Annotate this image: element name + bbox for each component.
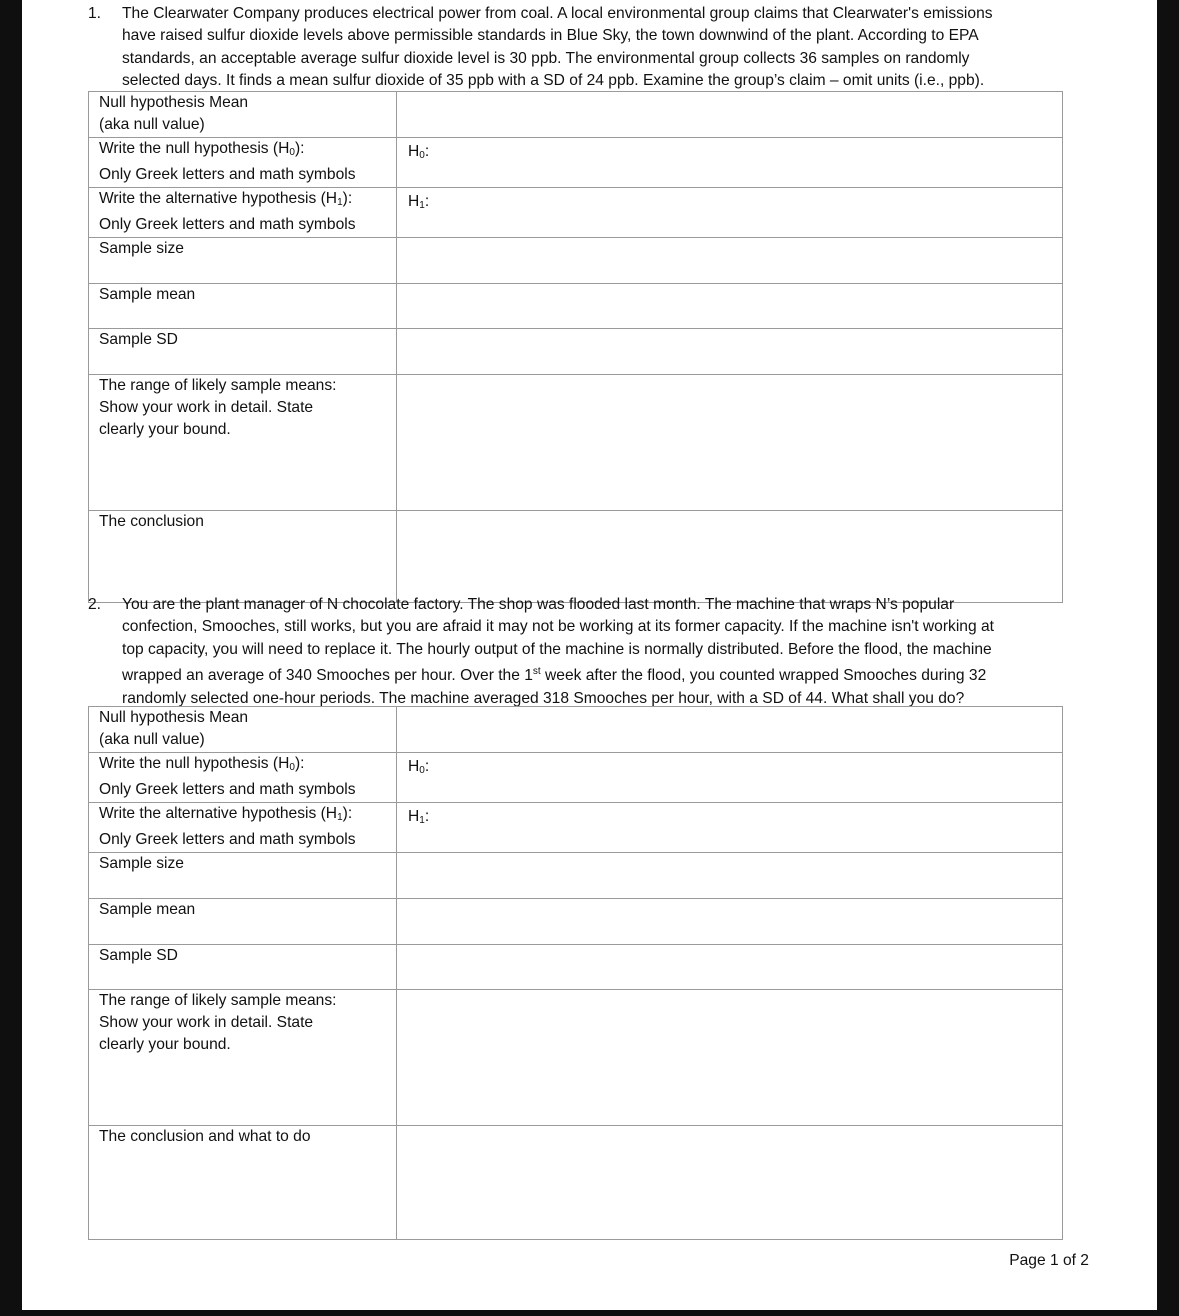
row-null-mean [89,92,1063,138]
conclusion-answer-cell[interactable] [397,1125,1063,1239]
question-text-line: top capacity, you will need to replace it. The hourly output of the machine is normally distributed. Before the flood, the machine [122,640,992,658]
range-answer-cell[interactable] [397,374,1063,510]
row-sample-mean [89,898,1063,944]
row-label: Write the null hypothesis $(H_0)$: [99,755,305,773]
question-text-line: selected days. It finds a mean sulfur dioxide of 35 ppb with a SD of 24 ppb. Examine the group’s claim – omit units (i.e., ppb). [122,72,985,90]
page-number: Page 1 of 2 [1009,1252,1089,1269]
row-label: Sample SD [89,328,397,374]
row-label: Null hypothesis Mean [99,709,249,726]
row-label: Only Greek letters and math symbols [99,781,356,799]
row-label: Write the alternative hypothesis $(H_1)$: [99,804,353,823]
sample-sd-answer-cell[interactable] [397,944,1063,989]
row-label: (aka null value) [99,116,205,134]
sample-sd-answer-cell[interactable] [397,328,1063,374]
row-sample-sd [89,328,1063,374]
row-label: Sample size [89,852,397,898]
worksheet-page [22,0,1157,1310]
row-label: Write the alternative hypothesis $(H_1)$: [99,189,353,208]
question-text-line: standards, an acceptable average sulfur dioxide level is 30 ppb. The environmental group collects 36 samples on randomly [122,49,970,67]
row-label: Sample SD [89,944,397,989]
conclusion-answer-cell[interactable] [397,510,1063,602]
row-label: Write the null hypothesis $(H_0)$: [99,140,305,158]
row-label: Show your work in detail. State [99,399,314,417]
row-label: The conclusion [89,510,397,602]
row-label: The conclusion and what to do [89,1125,397,1239]
row-conclusion [89,510,1063,602]
question-number: 2. [88,596,102,613]
sample-mean-answer-cell[interactable] [397,283,1063,328]
question-text-line: randomly selected one-hour periods. The machine averaged 318 Smooches per hour, with a SD of 44. What shall you do? [122,689,965,707]
h0-answer-cell[interactable]: $H_0$: [397,753,1063,803]
question-text-line: The Clearwater Company produces electrical power from coal. A local environmental group claims that Clearwater's emissions [122,5,993,22]
question-text-line: You are the plant manager of N chocolate factory. The shop was flooded last month. The machine that wraps N’s popular [122,596,955,613]
worksheet-table-2 [88,706,1063,1240]
row-label: Show your work in detail. State [99,1014,314,1032]
row-range [89,989,1063,1125]
row-h0 [89,138,1063,188]
row-h1 [89,802,1063,852]
row-null-mean [89,707,1063,753]
row-label: clearly your bound. [99,1036,231,1054]
question-text-line: have raised sulfur dioxide levels above permissible standards in Blue Sky, the town downwind of the plant. According to EPA [122,27,979,45]
question-text-line: confection, Smooches, still works, but you are afraid it may not be working at its former capacity. If the machine isn't working at [122,618,994,636]
row-label: Sample mean [89,283,397,328]
row-label: Sample mean [89,898,397,944]
row-sample-size [89,852,1063,898]
range-answer-cell[interactable] [397,989,1063,1125]
row-label: (aka null value) [99,731,205,749]
row-label: Only Greek letters and math symbols [99,831,356,849]
row-label: The range of likely sample means: [99,376,337,394]
question-number: 1. [88,5,102,22]
question-text-line: wrapped an average of 340 Smooches per hour. Over the 1st week after the flood, you counted wrapped Smooches during 32 [122,666,987,685]
null-mean-answer-cell[interactable] [397,707,1063,753]
null-mean-answer-cell[interactable] [397,92,1063,138]
row-label: Sample size [89,237,397,283]
worksheet-table-1 [88,91,1063,603]
h0-answer-cell[interactable]: $H_0$: [397,138,1063,188]
question-2 [88,594,1068,710]
row-label: The range of likely sample means: [99,991,337,1009]
sample-mean-answer-cell[interactable] [397,898,1063,944]
row-range [89,374,1063,510]
row-sample-sd [89,944,1063,989]
h1-answer-cell[interactable]: $H_1$: [397,802,1063,852]
row-label: Only Greek letters and math symbols [99,166,356,184]
row-label: clearly your bound. [99,421,231,439]
row-label: Only Greek letters and math symbols [99,216,356,234]
row-sample-mean [89,283,1063,328]
sample-size-answer-cell[interactable] [397,852,1063,898]
row-conclusion [89,1125,1063,1239]
row-h1 [89,187,1063,237]
row-sample-size [89,237,1063,283]
row-h0 [89,753,1063,803]
sample-size-answer-cell[interactable] [397,237,1063,283]
h1-answer-cell[interactable]: $H_1$: [397,187,1063,237]
row-label: Null hypothesis Mean [99,94,249,111]
question-1 [88,3,1068,93]
